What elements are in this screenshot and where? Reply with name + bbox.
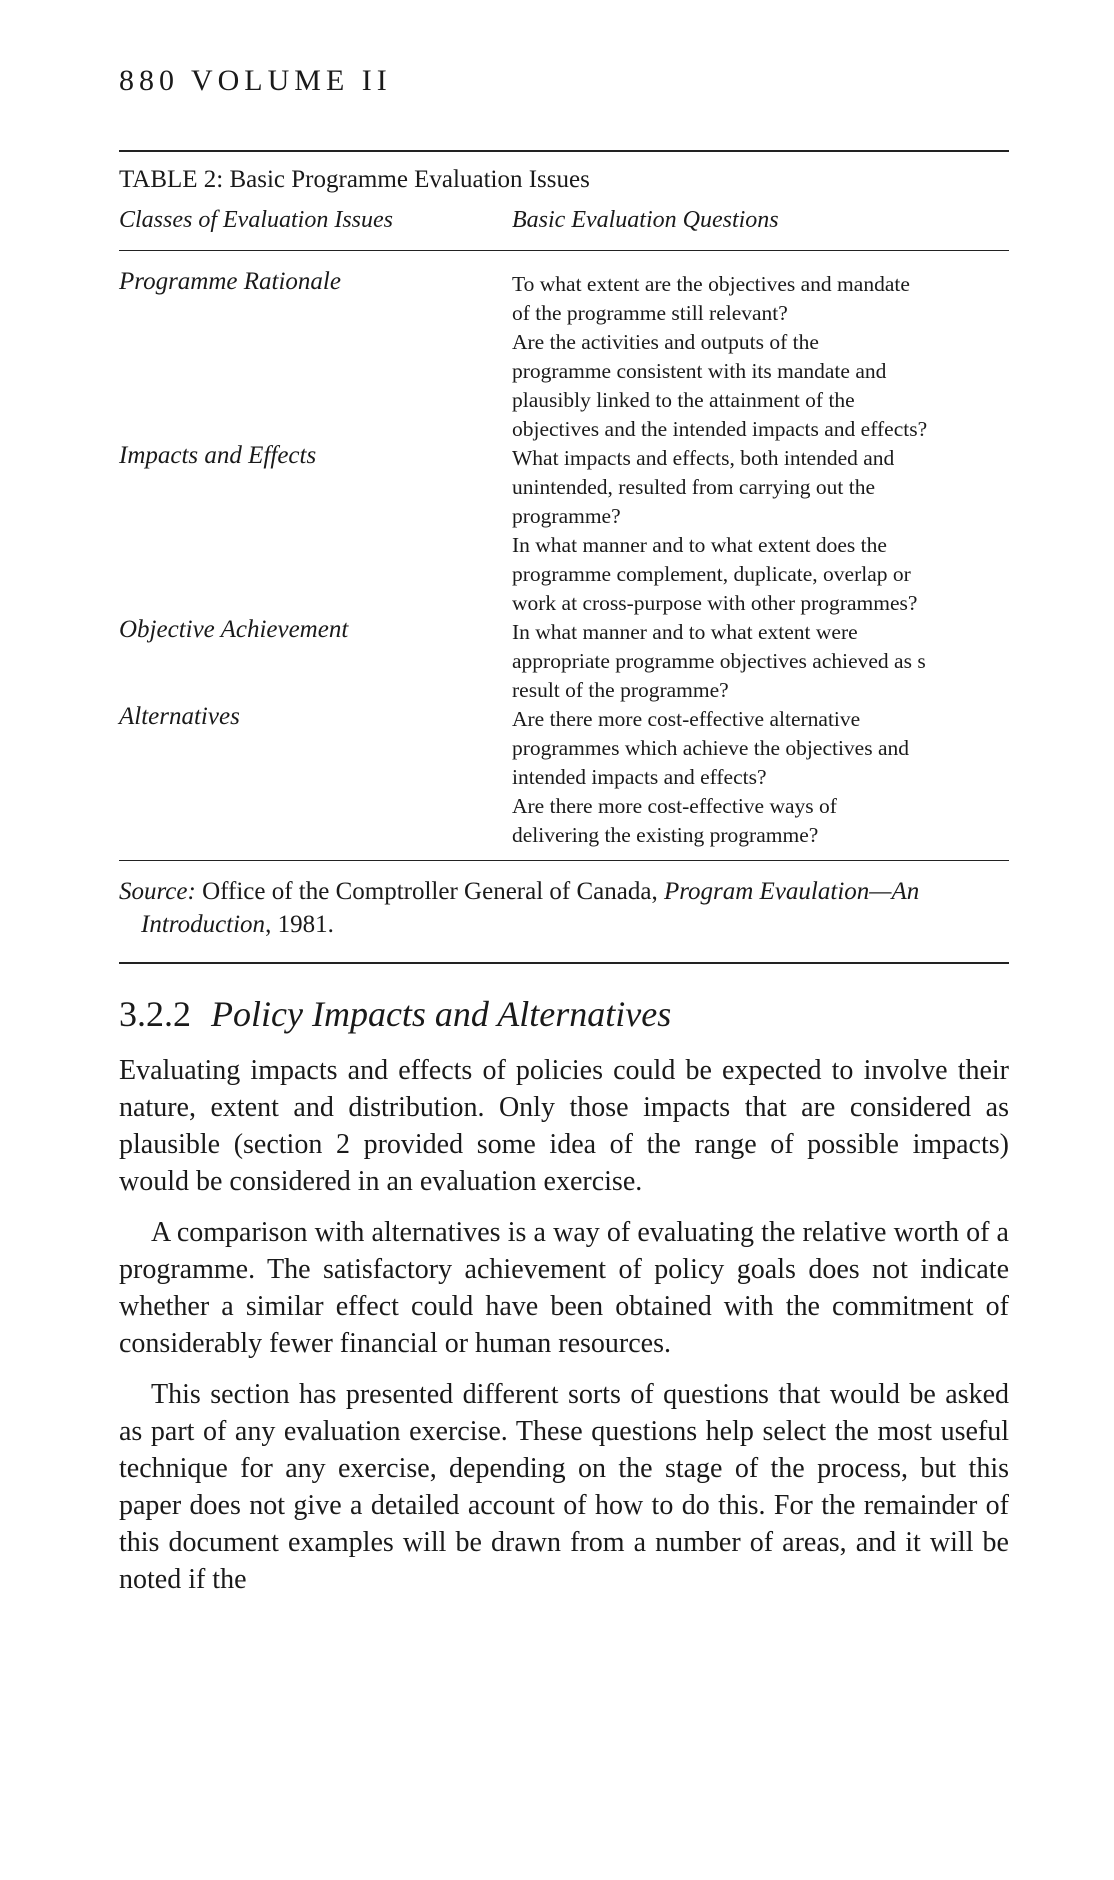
question-line: appropriate programme objectives achieved as s <box>512 649 926 673</box>
question-line: In what manner and to what extent does the <box>512 533 887 557</box>
section-number: 3.2.2 <box>119 994 191 1034</box>
table-top-rule <box>119 150 1009 152</box>
column-header-issues: Classes of Evaluation Issues <box>119 207 393 233</box>
question-line: objectives and the intended impacts and effects? <box>512 417 928 441</box>
question-line: of the programme still relevant? <box>512 301 788 325</box>
questions-alternatives <box>512 705 1012 850</box>
table-source-note <box>119 875 1009 941</box>
issue-objective-achievement: Objective Achievement <box>119 616 349 643</box>
question-line: Are the activities and outputs of the <box>512 330 819 354</box>
table-bottom-rule <box>119 860 1009 861</box>
question-line: programme complement, duplicate, overlap or <box>512 562 911 586</box>
paragraph: Evaluating impacts and effects of policies could be expected to involve their nature, extent and distribution. Only those impacts that are considered as plausible (section 2 provided some idea of the range of possible impacts) would be considered in an evaluation exercise. <box>119 1055 1009 1197</box>
section-title: Policy Impacts and Alternatives <box>211 994 672 1034</box>
question-line: To what extent are the objectives and mandate <box>512 272 910 296</box>
question-line: intended impacts and effects? <box>512 765 767 789</box>
question-line: What impacts and effects, both intended and <box>512 446 895 470</box>
source-year: , 1981. <box>265 911 334 938</box>
question-line: plausibly linked to the attainment of the <box>512 388 855 412</box>
question-line: Are there more cost-effective alternative <box>512 707 861 731</box>
question-line: programme consistent with its mandate and <box>512 359 887 383</box>
table-header-rule <box>119 250 1009 251</box>
column-header-questions: Basic Evaluation Questions <box>512 207 779 233</box>
questions-programme-rationale <box>512 270 1012 444</box>
questions-column <box>512 270 1012 850</box>
question-line: unintended, resulted from carrying out the <box>512 475 876 499</box>
question-line: Are there more cost-effective ways of <box>512 794 837 818</box>
question-line: result of the programme? <box>512 678 729 702</box>
section-heading <box>119 993 671 1035</box>
question-line: programmes which achieve the objectives and <box>512 736 910 760</box>
paragraph: A comparison with alternatives is a way of evaluating the relative worth of a programme. The satisfactory achievement of policy goals does not indicate whether a similar effect could have been obtained with the commitment of considerably fewer financial or human resources. <box>119 1217 1009 1359</box>
body-text <box>119 1052 1009 1612</box>
running-head: 880 VOLUME II <box>119 64 392 97</box>
source-title-continued: Introduction <box>141 911 266 938</box>
table-title: TABLE 2: Basic Programme Evaluation Issues <box>119 166 590 193</box>
issue-programme-rationale: Programme Rationale <box>119 268 341 295</box>
question-line: delivering the existing programme? <box>512 823 819 847</box>
source-title: Program Evaulation—An <box>663 878 920 905</box>
questions-objective-achievement <box>512 618 1012 705</box>
paragraph: This section has presented different sorts of questions that would be asked as part of any evaluation exercise. These questions help select the most useful technique for any exercise, depending on the stage of the process, but this paper does not give a detailed account of how to do this. For the remainder of this document examples will be drawn from a number of areas, and it will be noted if the <box>119 1379 1009 1595</box>
source-label: Source: <box>119 878 196 905</box>
questions-impacts-and-effects <box>512 444 1012 618</box>
question-line: In what manner and to what extent were <box>512 620 858 644</box>
question-line: work at cross-purpose with other programmes? <box>512 591 918 615</box>
source-text: Office of the Comptroller General of Canada, <box>195 878 664 905</box>
question-line: programme? <box>512 504 621 528</box>
issue-alternatives: Alternatives <box>119 703 240 730</box>
section-top-rule <box>119 962 1009 964</box>
issue-impacts-and-effects: Impacts and Effects <box>119 442 317 469</box>
